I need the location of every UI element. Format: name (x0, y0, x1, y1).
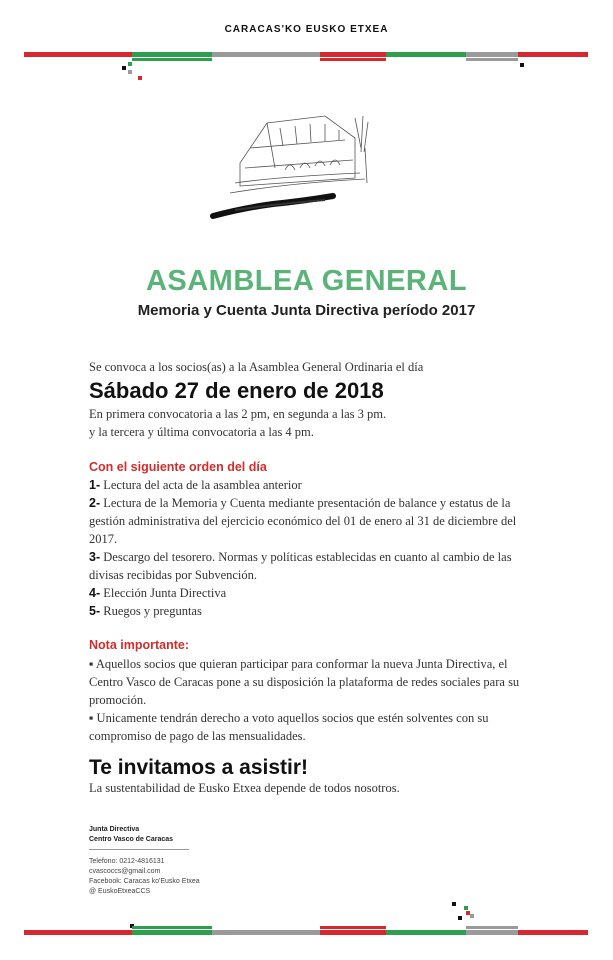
event-date: Sábado 27 de enero de 2018 (89, 378, 384, 403)
nota-item-1: ▪ Aquellos socios que quieran participar para conformar la nueva Junta Directiva, el Centro Vasco de Caracas pone a su disposición la plataforma de redes sociales para su promoción. (89, 657, 520, 707)
header-title: CARACAS'KO EUSKO ETXEA (224, 24, 389, 35)
nota-item-2: ▪ Unicamente tendrán derecho a voto aquellos socios que estén solventes con su compromiso de pago de las mensualidades. (89, 711, 489, 743)
agenda-item: 5- Ruegos y preguntas (89, 604, 202, 618)
footer-org-line-2: Centro Vasco de Caracas (89, 836, 174, 843)
intro-text: Se convoca a los socios(as) a la Asamblea General Ordinaria el día (89, 360, 424, 374)
convocatoria-line-2: y la tercera y última convocatoria a las 4 pm. (89, 425, 314, 439)
convocatoria-line-1: En primera convocatoria a las 2 pm, en segunda a las 3 pm. (89, 407, 387, 421)
agenda-item: 1- Lectura del acta de la asamblea anterior (89, 478, 302, 492)
footer-facebook: Facebook: Caracas ko'Eusko Etxea (89, 878, 200, 885)
footer-email: cvascoccs@gmail.com (89, 868, 161, 875)
footer-phone: Telefono: 0212-4816131 (89, 858, 165, 865)
agenda-item: 4- Elección Junta Directiva (89, 586, 227, 600)
footer-org-line-1: Junta Directiva (89, 826, 140, 833)
nota-heading: Nota importante: (89, 638, 189, 652)
invite-text: La sustentabilidad de Eusko Etxea depende de todos nosotros. (89, 781, 400, 795)
agenda-item: 2- Lectura de la Memoria y Cuenta mediante presentación de balance y estatus de la gestión administrativa del ejercicio económico del 01 de enero al 31 de diciembre del 2017. (89, 496, 517, 546)
page-title: ASAMBLEA GENERAL (145, 265, 468, 297)
invite-title: Te invitamos a asistir! (89, 756, 309, 779)
agenda-list (89, 476, 529, 620)
agenda-heading: Con el siguiente orden del día (89, 460, 267, 474)
footer-social: @ EuskoEtxeaCCS (89, 888, 151, 895)
footer-divider (89, 849, 189, 850)
agenda-item: 3- Descargo del tesorero. Normas y políticas establecidas en cuanto al cambio de las divisas recibidas por Subvención. (89, 550, 512, 582)
building-sketch-icon (205, 108, 380, 228)
page-subtitle: Memoria y Cuenta Junta Directiva período 2017 (137, 302, 476, 319)
